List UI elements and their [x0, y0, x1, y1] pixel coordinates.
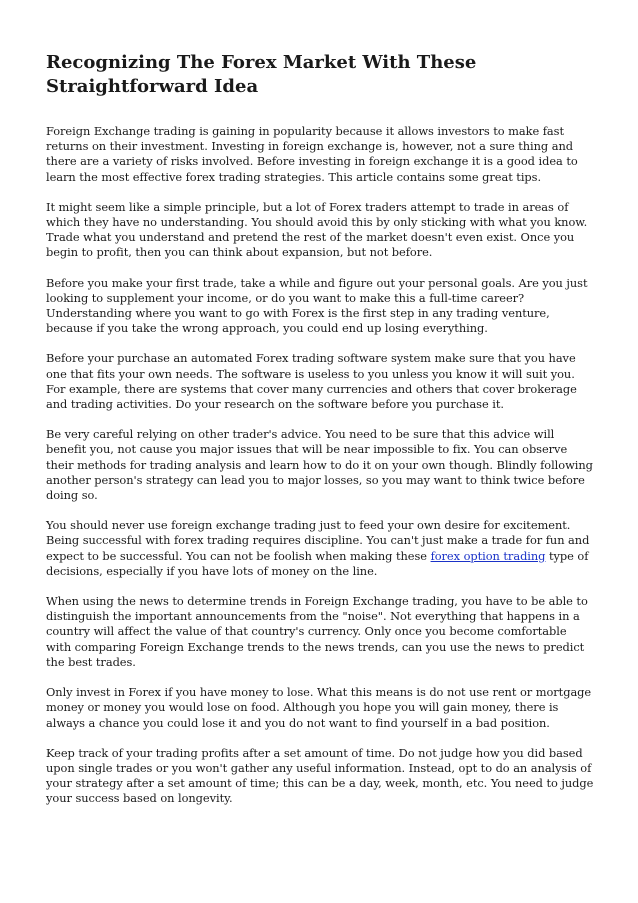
paragraph: Only invest in Forex if you have money to lose. What this means is do not use rent or mortgage money or money you would lose on food. Although you hope you will gain money, there is always a chance you could lose it and you do not want to find yourself in a bad position.	[46, 685, 592, 730]
document-page	[46, 51, 594, 822]
document-title: Recognizing The Forex Market With These Straightforward Idea	[46, 52, 477, 97]
paragraph: When using the news to determine trends in Foreign Exchange trading, you have to be able to distinguish the important announcements from the "noise". Not everything that happens in a country will affect the value of that country's currency. Only once you become comfortable with comparing Foreign Exchange trends to the news trends, can you use the news to predict the best trades.	[46, 594, 588, 669]
paragraph: Foreign Exchange trading is gaining in popularity because it allows investors to make fast returns on their investment. Investing in foreign exchange is, however, not a sure thing and there are a variety of risks involved. Before investing in foreign exchange it is a good idea to learn the most effective forex trading strategies. This article contains some great tips.	[46, 124, 578, 184]
forex-option-trading-link[interactable]: forex option trading	[430, 548, 546, 563]
paragraph-text-before-link: You should never use foreign exchange trading just to feed your own desire for excitement. Being successful with forex trading requires discipline. You can't just make a trade for fun and expect to be successful. You can not be foolish when making these	[46, 518, 590, 563]
paragraph: Before your purchase an automated Forex trading software system make sure that you have one that fits your own needs. The software is useless to you unless you know it will suit you. For example, there are systems that cover many currencies and others that cover brokerage and trading activities. Do your research on the software before you purchase it.	[46, 351, 577, 412]
paragraph-text-after-link: type of decisions, especially if you have lots of money on the line.	[46, 548, 589, 578]
paragraph: Before you make your first trade, take a while and figure out your personal goals. Are you just looking to supplement your income, or do you want to make this a full-time career? Understanding where you want to go with Forex is the first step in any trading venture, because if you take the wrong approach, you could end up losing everything.	[46, 275, 588, 336]
paragraph: Keep track of your trading profits after a set amount of time. Do not judge how you did based upon single trades or you won't gather any useful information. Instead, opt to do an analysis of your strategy after a set amount of time; this can be a day, week, month, etc. You need to judge your success based on longevity.	[46, 745, 594, 806]
paragraph-with-link	[46, 518, 594, 579]
paragraph: Be very careful relying on other trader's advice. You need to be sure that this advice will benefit you, not cause you major issues that will be near impossible to fix. You can observe their methods for trading analysis and learn how to do it on your own though. Blindly following another person's strategy can lead you to major losses, so you may want to think twice before doing so.	[46, 427, 593, 503]
paragraph: It might seem like a simple principle, but a lot of Forex traders attempt to trade in areas of which they have no understanding. You should avoid this by only sticking with what you know. Trade what you understand and pretend the rest of the market doesn't even exist. Once you begin to profit, then you can think about expansion, but not before.	[46, 199, 588, 260]
